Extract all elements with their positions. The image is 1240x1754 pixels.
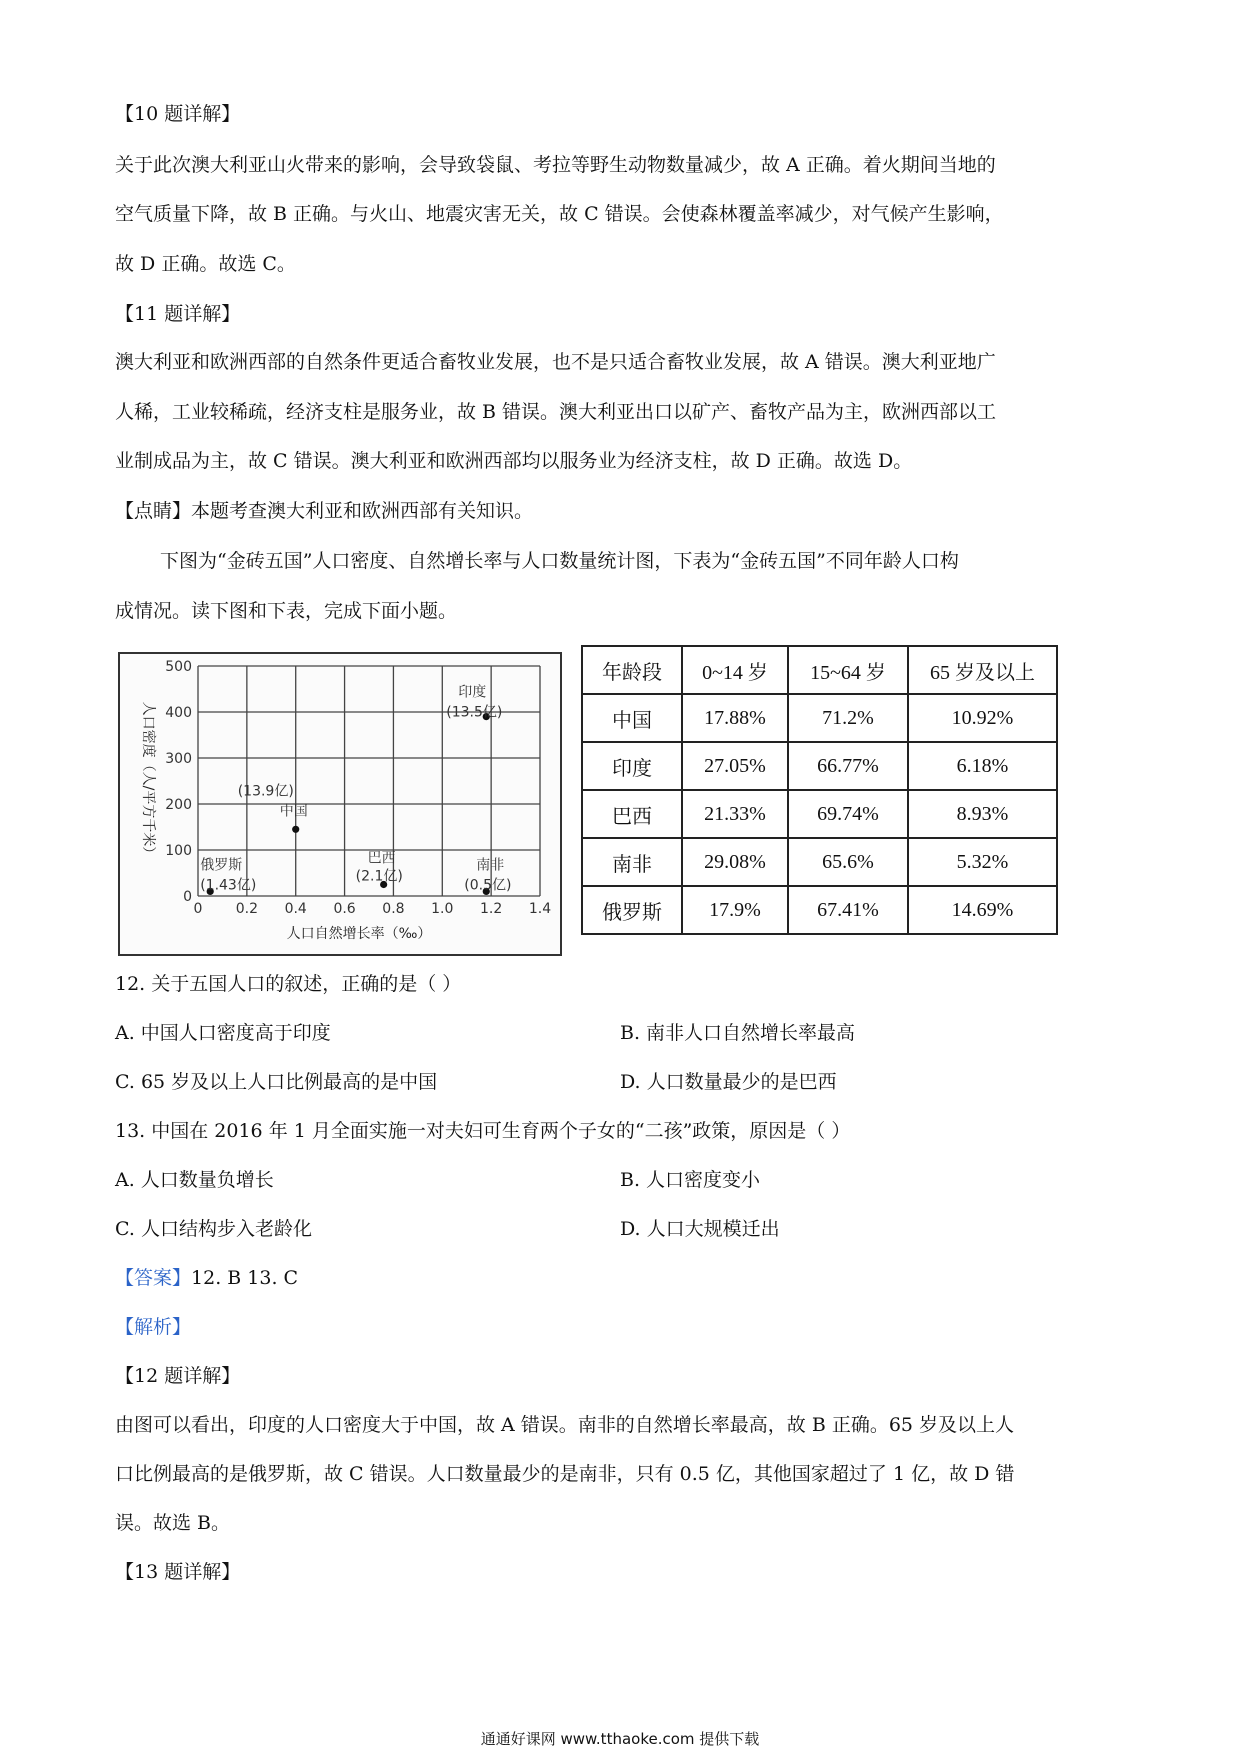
table-cell: 南非 <box>582 838 682 886</box>
table-cell: 65.6% <box>788 838 908 886</box>
table-cell: 5.32% <box>908 838 1057 886</box>
intro-line-1: 下图为“金砖五国”人口密度、自然增长率与人口数量统计图，下表为“金砖五国”不同年龄人口构 <box>160 550 959 572</box>
y-tick-label: 200 <box>165 797 192 813</box>
point-sublabel: (0.5亿) <box>464 877 512 894</box>
x-tick-label: 0.4 <box>284 901 307 917</box>
table-cell: 俄罗斯 <box>582 886 682 934</box>
q13-option-a[interactable]: A. 人口数量负增长 <box>115 1169 274 1191</box>
x-tick-label: 0.2 <box>235 901 258 917</box>
table-cell: 10.92% <box>908 694 1057 742</box>
point-sublabel: (2.1亿) <box>355 868 403 885</box>
table-header-cell: 年龄段 <box>582 646 682 694</box>
x-tick-label: 1.2 <box>480 901 503 917</box>
table-cell: 8.93% <box>908 790 1057 838</box>
q11-line-2: 人稀，工业较稀疏，经济支柱是服务业，故 B 错误。澳大利亚出口以矿产、畜牧产品为主，欧洲西部以工 <box>115 401 997 423</box>
point-label: 巴西 <box>367 850 396 867</box>
point-label: 中国 <box>279 803 308 820</box>
x-tick-label: 1.4 <box>528 901 552 917</box>
page-footer: 通通好课网 www.tthaoke.com 提供下载 <box>480 1730 760 1748</box>
x-tick-label: 0 <box>193 901 203 917</box>
table-row <box>582 838 1057 886</box>
q10-line-2: 空气质量下降，故 B 正确。与火山、地震灾害无关，故 C 错误。会使森林覆盖率减少，对气候产生影响， <box>115 203 1004 225</box>
q13-heading: 【13 题详解】 <box>115 1561 241 1583</box>
table-header-row <box>582 646 1057 694</box>
point-sublabel: (1.43亿) <box>200 877 257 894</box>
q12-detail-line-1: 由图可以看出，印度的人口密度大于中国，故 A 错误。南非的自然增长率最高，故 B 正确。65 岁及以上人 <box>115 1414 1015 1436</box>
point-label: 俄罗斯 <box>200 857 243 874</box>
q12-option-b[interactable]: B. 南非人口自然增长率最高 <box>620 1022 856 1044</box>
table-header-cell: 0~14 岁 <box>682 646 788 694</box>
q11-line-1: 澳大利亚和欧洲西部的自然条件更适合畜牧业发展，也不是只适合畜牧业发展，故 A 错误。澳大利亚地广 <box>115 351 996 373</box>
q12-heading: 【12 题详解】 <box>115 1365 241 1387</box>
answer-line <box>115 1264 298 1292</box>
q10-heading: 【10 题详解】 <box>115 103 241 125</box>
table-cell: 14.69% <box>908 886 1057 934</box>
y-tick-label: 500 <box>165 659 192 675</box>
answer-text: 12. B 13. C <box>191 1267 299 1289</box>
q12-detail-line-2: 口比例最高的是俄罗斯，故 C 错误。人口数量最少的是南非，只有 0.5 亿，其他国家超过了 1 亿，故 D 错 <box>115 1463 1015 1485</box>
point-label: 南非 <box>476 857 505 874</box>
q11-line-3: 业制成品为主，故 C 错误。澳大利亚和欧洲西部均以服务业为经济支柱，故 D 正确。故选 D。 <box>115 450 913 472</box>
x-tick-label: 0.8 <box>382 901 405 917</box>
q12-option-d[interactable]: D. 人口数量最少的是巴西 <box>620 1071 837 1093</box>
point-sublabel: (13.9亿) <box>237 783 294 800</box>
intro-line-2: 成情况。读下图和下表，完成下面小题。 <box>115 600 458 622</box>
q11-note: 【点睛】本题考查澳大利亚和欧洲西部有关知识。 <box>115 500 534 522</box>
y-tick-label: 0 <box>183 889 192 905</box>
table-cell: 29.08% <box>682 838 788 886</box>
table-cell: 66.77% <box>788 742 908 790</box>
table-header-cell: 15~64 岁 <box>788 646 908 694</box>
q10-line-1: 关于此次澳大利亚山火带来的影响，会导致袋鼠、考拉等野生动物数量减少，故 A 正确。着火期间当地的 <box>115 154 996 176</box>
q10-line-3: 故 D 正确。故选 C。 <box>115 253 296 275</box>
table-cell: 巴西 <box>582 790 682 838</box>
table-cell: 27.05% <box>682 742 788 790</box>
chart-svg <box>120 654 560 954</box>
table-cell: 69.74% <box>788 790 908 838</box>
y-tick-label: 100 <box>165 843 192 859</box>
q11-heading: 【11 题详解】 <box>115 303 241 325</box>
population-scatter-chart <box>118 652 562 956</box>
q12-option-c[interactable]: C. 65 岁及以上人口比例最高的是中国 <box>115 1071 438 1093</box>
table-cell: 71.2% <box>788 694 908 742</box>
table-row <box>582 742 1057 790</box>
y-axis-title: 人口密度（人/平方千米） <box>140 701 156 861</box>
table-cell: 21.33% <box>682 790 788 838</box>
table-row <box>582 886 1057 934</box>
table-row <box>582 694 1057 742</box>
q13-stem: 13. 中国在 2016 年 1 月全面实施一对夫妇可生育两个子女的“二孩”政策，原因是（ ） <box>115 1120 851 1142</box>
data-point <box>292 826 299 833</box>
table-cell: 17.9% <box>682 886 788 934</box>
q13-option-c[interactable]: C. 人口结构步入老龄化 <box>115 1218 312 1240</box>
answer-label: 【答案】 <box>115 1267 192 1289</box>
x-tick-label: 0.6 <box>333 901 356 917</box>
q12-detail-line-3: 误。故选 B。 <box>115 1512 231 1534</box>
age-structure-table <box>581 645 1058 935</box>
analysis-label: 【解析】 <box>115 1316 192 1338</box>
table-cell: 印度 <box>582 742 682 790</box>
x-tick-label: 1.0 <box>431 901 454 917</box>
q13-option-b[interactable]: B. 人口密度变小 <box>620 1169 761 1191</box>
q12-stem: 12. 关于五国人口的叙述，正确的是（ ） <box>115 973 462 995</box>
point-sublabel: (13.5亿) <box>446 704 503 721</box>
x-axis-title: 人口自然增长率（‰） <box>286 926 432 942</box>
q12-option-a[interactable]: A. 中国人口密度高于印度 <box>115 1022 331 1044</box>
table-cell: 67.41% <box>788 886 908 934</box>
table-row <box>582 790 1057 838</box>
y-tick-label: 400 <box>165 705 192 721</box>
table-header-cell: 65 岁及以上 <box>908 646 1057 694</box>
q13-option-d[interactable]: D. 人口大规模迁出 <box>620 1218 780 1240</box>
table-cell: 6.18% <box>908 742 1057 790</box>
table-cell: 中国 <box>582 694 682 742</box>
point-label: 印度 <box>458 684 487 701</box>
y-tick-label: 300 <box>165 751 192 767</box>
table-cell: 17.88% <box>682 694 788 742</box>
